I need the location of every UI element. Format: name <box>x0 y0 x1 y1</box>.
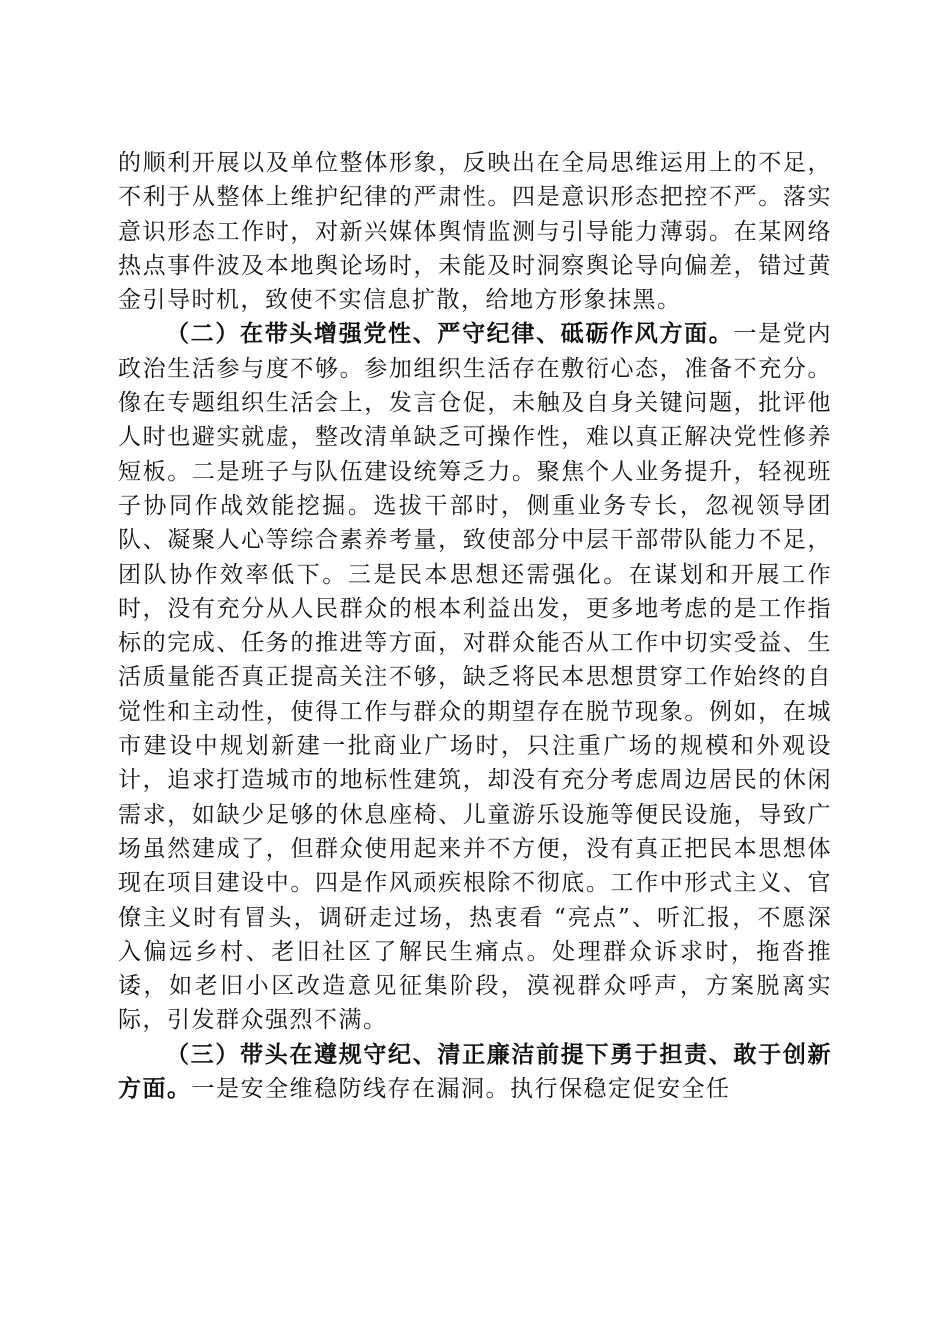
paragraph-body: 一是安全维稳防线存在漏洞。执行保稳定促安全任 <box>191 1076 731 1103</box>
paragraph-body: 一是党内政治生活参与度不够。参加组织生活存在敷衍心态，准备不充分。像在专题组织生活会上，发言仓促，未触及自身关键问题，批评他人时也避实就虚，整改清单缺乏可操作性，难以真正解决党性修养短板。二是班子与队伍建设统筹乏力。聚焦个人业务提升，轻视班子协同作战效能挖掘。选拔干部时，侧重业务专长，忽视领导团队、凝聚人心等综合素养考量，致使部分中层干部带队能力不足，团队协作效率低下。三是民本思想还需强化。在谋划和开展工作时，没有充分从人民群众的根本利益出发，更多地考虑的是工作指标的完成、任务的推进等方面，对群众能否从工作中切实受益、生活质量能否真正提高关注不够，缺乏将民本思想贯穿工作始终的自觉性和主动性，使得工作与群众的期望存在脱节现象。例如，在城市建设中规划新建一批商业广场时，只注重广场的规模和外观设计，追求打造城市的地标性建筑，却没有充分考虑周边居民的休闲需求，如缺少足够的休息座椅、儿童游乐设施等便民设施，导致广场虽然建成了，但群众使用起来并不方便，没有真正把民本思想体现在项目建设中。四是作风顽疾根除不彻底。工作中形式主义、官僚主义时有冒头，调研走过场，热衷看 “亮点”、听汇报，不愿深入偏远乡村、老旧社区了解民生痛点。处理群众诉求时，拖沓推诿，如老旧小区改造意见征集阶段，漠视群众呼声，方案脱离实际，引发群众强烈不满。 <box>118 321 833 1034</box>
paragraph-section-2 <box>118 317 832 1037</box>
document-body <box>118 146 832 1106</box>
paragraph-body: 的顺利开展以及单位整体形象，反映出在全局思维运用上的不足，不利于从整体上维护纪律的严肃性。四是意识形态把控不严。落实意识形态工作时，对新兴媒体舆情监测与引导能力薄弱。在某网络热点事件波及本地舆论场时，未能及时洞察舆论导向偏差，错过黄金引导时机，致使不实信息扩散，给地方形象抹黑。 <box>118 150 832 314</box>
paragraph-continuation <box>118 146 832 317</box>
section-heading: （三）带头在遵规守纪、清正廉洁前提下勇于担责、敢于创新方面。 <box>118 1040 832 1103</box>
section-heading: （二）在带头增强党性、严守纪律、砥砺作风方面。 <box>166 320 734 348</box>
paragraph-section-3 <box>118 1038 832 1107</box>
